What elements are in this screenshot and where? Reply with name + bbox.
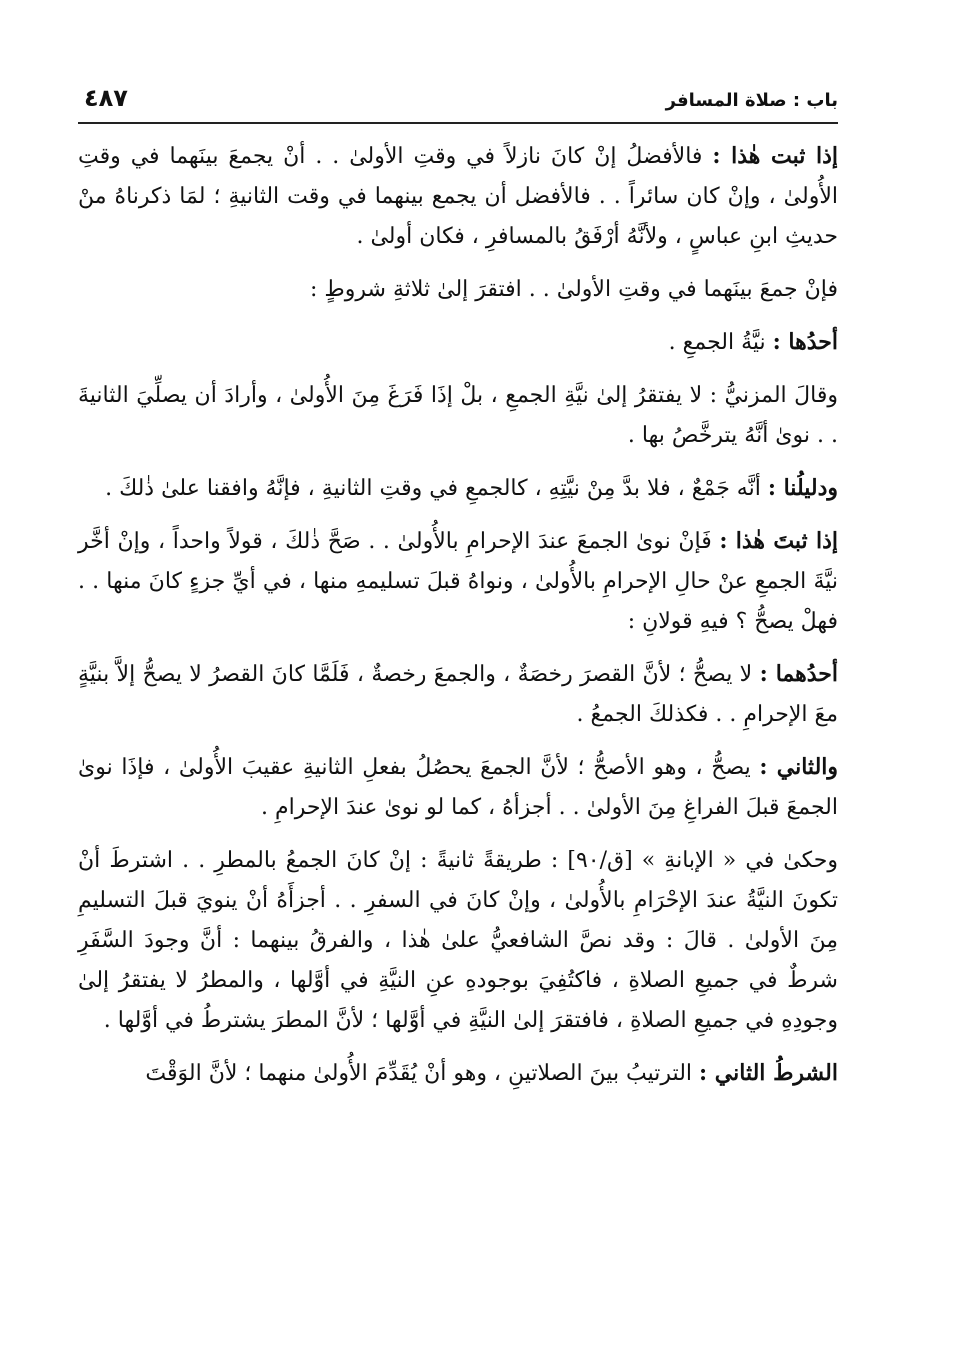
paragraph-lead: ودليلُنا : [767,475,838,501]
paragraph-text: لا يصحُّ ؛ لأنَّ القصرَ رخصَةٌ ، والجمعَ رخصةٌ ، فَلَمَّا كانَ القصرُ لا يصحُّ إلاَّ بنيَّةٍ معَ الإحرامِ . . فكذلكَ الجمعُ . [78,662,838,727]
page-number: ٤٨٧ [84,84,128,112]
paragraph-text: الترتيبُ بينَ الصلاتينِ ، وهو أنْ يُقَدِّمَ الأُولىٰ منهما ؛ لأنَّ الوَقْتَ [145,1061,700,1086]
paragraph-lead: إذا ثبتَ هٰذا : [719,528,838,554]
running-title: باب : صلاة المسافر [665,90,838,111]
paragraph [78,136,838,257]
paragraph-text: نيَّةُ الجمعِ . [668,330,773,355]
paragraph-lead: أحدُهما : [759,661,838,687]
paragraph [78,521,838,642]
paragraph [78,654,838,735]
paragraph-text: أنَّه جَمْعٌ ، فلا بدَّ مِنْ نيَّتِهِ ، كالجمعِ في وقتِ الثانيةِ ، فإنَّهُ وافقنا علىٰ ذٰلكَ . [105,476,768,501]
paragraph [78,840,838,1041]
paragraph-text: فالأفضلُ إنْ كانَ نازلاً في وقتِ الأولىٰ . . أنْ يجمعَ بينَهما في وقتِ الأُولىٰ ، وإنْ كان سائراً . . فالأفضل أن يجمع بينهما في وقت الثانيةِ ؛ لمَا ذكرناهُ منْ حديثِ ابنِ عباسٍ ، ولأنَّهُ أرْفَقُ بالمسافرِ ، فكان أولىٰ . [78,144,838,249]
paragraph [78,1053,838,1094]
paragraph [78,468,838,509]
paragraph-text: يصحُّ ، وهو الأصحُّ ؛ لأنَّ الجمعَ يحصُلُ بفعلِ الثانيةِ عقيبَ الأُولىٰ ، فإذَا نوىٰ الجمعَ قبلَ الفراغِ مِنَ الأولىٰ . . أجزأهُ ، كما لو نوىٰ عندَ الإحرامِ . [78,755,838,820]
paragraph-lead: أحدُها : [772,329,838,355]
document-body [78,124,838,1094]
paragraph-text: وحكىٰ في « الإبانةِ » [ق/٩٠] : طريقةً ثانيةً : إنْ كانَ الجمعُ بالمطرِ . . اشترطَ أنْ تكونَ النيَّةُ عندَ الإحْرَامِ بالأُولىٰ ، وإنْ كانَ في السفرِ . . أجزأَهُ أنْ ينويَ قبلَ التسليمِ مِنَ الأولىٰ . قالَ : وقد نصَّ الشافعيُّ علىٰ هٰذا ، والفرقُ بينهما : أنَّ وجودَ السَّفَرِ شرطٌ في جميعِ الصلاةِ ، فاكتُفِيَ بوجودهِ عنِ النيَّةِ في أوَّلها ، والمطرُ لا يفتقرُ إلىٰ وجودِهِ في جميعِ الصلاةِ ، فافتقرَ إلىٰ النيَّةِ في أوَّلها ؛ لأنَّ المطرَ يشترطُ في أوَّلها . [78,848,839,1033]
paragraph-text: وقالَ المزنيُّ : لا يفتقرُ إلىٰ نيَّةِ الجمعِ ، بلْ إذَا فَرَغَ مِنَ الأُولىٰ ، وأرادَ أن يصلِّيَ الثانيةَ . . نوىٰ أنَّهُ يترخَّصُ بها . [78,383,838,448]
paragraph-lead: والثاني : [759,754,839,780]
paragraph [78,747,838,828]
page-header [78,84,838,124]
paragraph-lead: الشرطُ الثاني : [699,1060,838,1086]
paragraph-lead: إذا ثبت هٰذا : [712,143,839,169]
paragraph-text: فَإنْ نوىٰ الجمعَ عندَ الإحرامِ بالأُولىٰ . . صَحَّ ذٰلكَ ، قولاً واحداً ، وإنْ أخَّر نيَّةَ الجمعِ عنْ حالِ الإحرامِ بالأُولىٰ ، ونواهُ قبلَ تسليمهِ منها ، في أيِّ جزءٍ كانَ منها . . فهلْ يصحُّ ؟ فيهِ قولانِ : [78,529,838,634]
paragraph [78,322,838,363]
paragraph-text: فإنْ جمعَ بينَهما في وقتِ الأولىٰ . . افتقرَ إلىٰ ثلاثةِ شروطٍ : [310,277,838,302]
paragraph [78,375,838,456]
paragraph [78,269,838,310]
document-page [78,84,838,1106]
